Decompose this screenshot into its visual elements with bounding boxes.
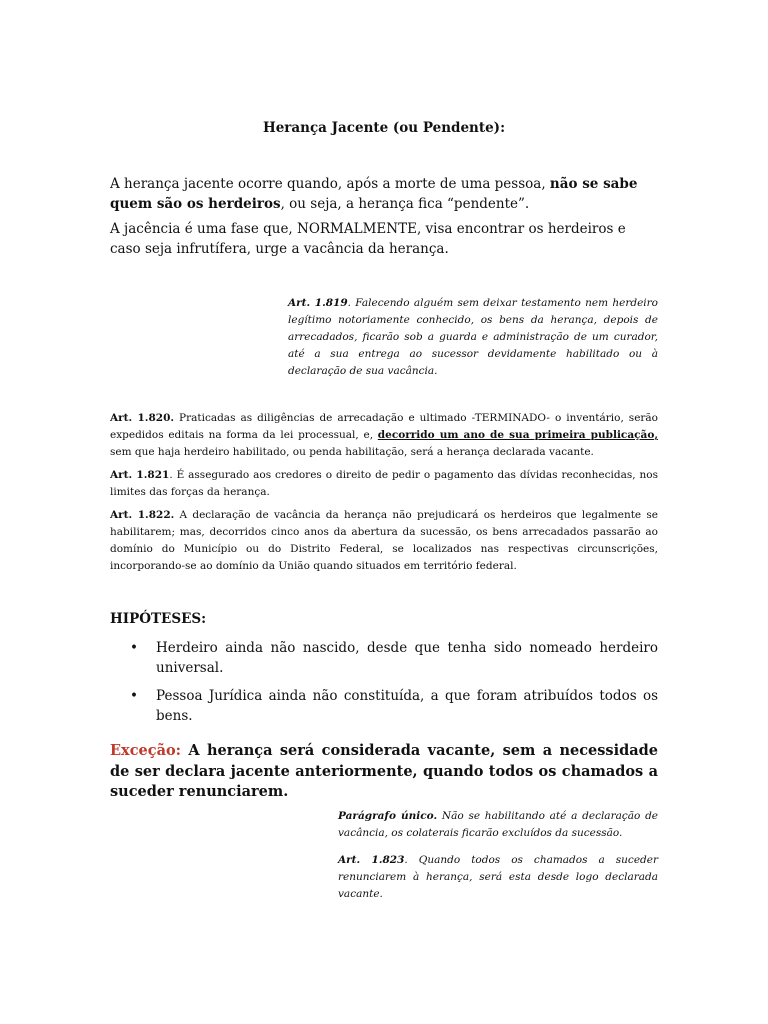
art-1821-paragraph <box>110 467 658 501</box>
paragrafo-unico-label: Parágrafo único. <box>338 810 438 822</box>
hipoteses-heading: HIPÓTESES: <box>110 611 207 627</box>
bullet-icon: • <box>130 688 138 704</box>
intro-section <box>110 175 658 265</box>
list-item-text: Herdeiro ainda não nascido, desde que tenha sido nomeado herdeiro universal. <box>156 640 658 676</box>
art-1823-text: . Quando todos os chamados a suceder renunciarem à herança, será esta desde logo declarada vacante. <box>338 854 658 900</box>
paragrafo-unico-text: Não se habilitando até a declaração de vacância, os colaterais ficarão excluídos da sucessão. <box>338 810 658 839</box>
document-page <box>110 0 658 1024</box>
intro-paragraph-2: A jacência é uma fase que, NORMALMENTE, visa encontrar os herdeiros e caso seja infrutífera, urge a vacância da herança. <box>110 221 626 257</box>
art-1819-label: Art. 1.819 <box>288 297 348 309</box>
exception-label: Exceção: <box>110 742 181 759</box>
hipoteses-list <box>110 638 658 734</box>
exception-paragraph <box>110 741 658 803</box>
intro-text-start: A herança jacente ocorre quando, após a morte de uma pessoa, <box>110 176 550 192</box>
art-1820-underlined: decorrido um ano de sua primeira publicação, <box>377 429 658 441</box>
art-1820-text-start: Praticadas as diligências de arrecadação e ultimado -TERMINADO- o inventário, serão expedidos editais na forma da lei processual, e, <box>110 412 659 441</box>
art-1823-quote <box>338 852 658 903</box>
art-1821-label: Art. 1.821 <box>110 469 170 481</box>
intro-text-bold: não se sabe quem são os herdeiros <box>110 176 638 212</box>
articles-section <box>110 410 658 581</box>
art-1819-quote <box>288 295 658 380</box>
art-1820-label: Art. 1.820. <box>110 412 175 424</box>
intro-text-end: , ou seja, a herança fica “pendente”. <box>280 195 530 212</box>
document-title: Herança Jacente (ou Pendente): <box>262 120 506 136</box>
list-item <box>110 686 658 726</box>
art-1822-text: A declaração de vacância da herança não prejudicará os herdeiros que legalmente se habilitarem; mas, decorridos cinco anos da abertura da sucessão, os bens arrecadados passarão ao domínio do Município ou do Distrito Federal, se localizados nas respectivas circunscrições, incorporando-se ao domínio da União quando situados em território federal. <box>110 509 658 572</box>
art-1821-text: . É assegurado aos credores o direito de pedir o pagamento das dívidas reconhecidas, nos limites das forças da herança. <box>110 469 658 498</box>
art-1820-paragraph <box>110 410 658 461</box>
art-1819-text: . Falecendo alguém sem deixar testamento nem herdeiro legítimo notoriamente conhecido, os bens da herança, depois de arrecadados, ficarão sob a guarda e administração de um curador, até a sua entrega ao sucessor devidamente habilitado ou à declaração de sua vacância. <box>288 297 658 377</box>
art-1823-label: Art. 1.823 <box>338 854 405 866</box>
paragrafo-unico-quote <box>338 808 658 842</box>
exception-text: A herança será considerada vacante, sem a necessidade de ser declara jacente anteriormente, quando todos os chamados a suceder renunciarem. <box>110 742 658 800</box>
art-1822-label: Art. 1.822. <box>110 509 175 521</box>
intro-paragraph-1 <box>110 175 658 214</box>
list-item-text: Pessoa Jurídica ainda não constituída, a que foram atribuídos todos os bens. <box>156 688 658 724</box>
art-1822-paragraph <box>110 507 658 575</box>
list-item <box>110 638 658 678</box>
art-1820-text-end: sem que haja herdeiro habilitado, ou penda habilitação, será a herança declarada vacante. <box>110 446 594 458</box>
bullet-icon: • <box>130 640 138 656</box>
